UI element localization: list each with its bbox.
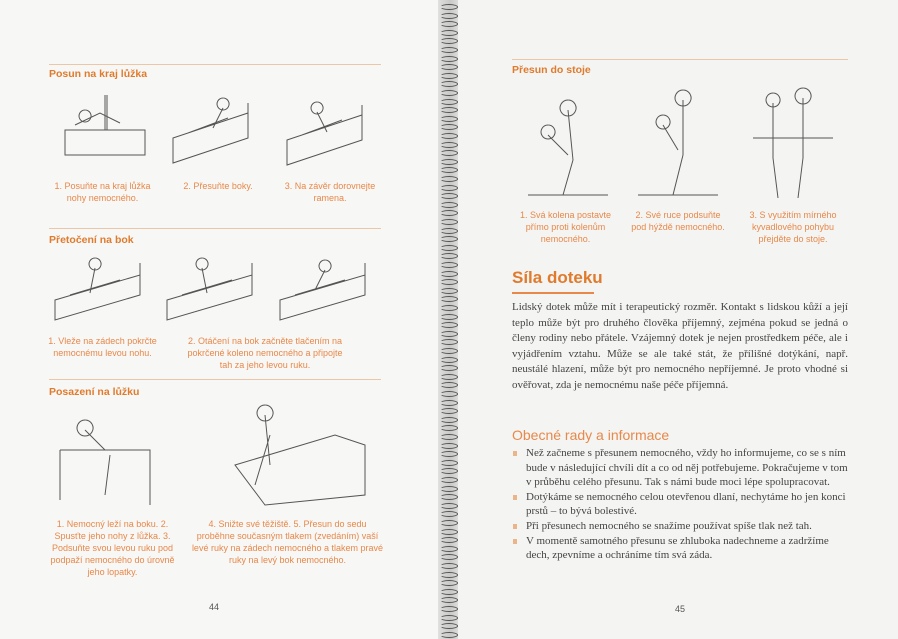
illustration-sit-1 <box>55 400 165 510</box>
spiral-coil <box>440 288 458 294</box>
spiral-coil <box>440 13 458 19</box>
caption: 1. Svá kolena postavte přímo proti kolenům nemocného. <box>519 210 612 244</box>
heading-sila-doteku: Síla doteku <box>512 268 603 287</box>
spiral-coil <box>440 589 458 595</box>
spiral-coil <box>440 202 458 208</box>
spiral-coil <box>440 468 458 474</box>
spiral-coil <box>440 417 458 423</box>
bullet-icon <box>513 539 517 544</box>
page-number: 45 <box>675 604 686 614</box>
bullet-icon <box>513 451 517 456</box>
list-item-text: V momentě samotného přesunu se zhluboka nadechneme a zadržíme dech, zpevníme a ochráníme tím svá záda. <box>526 534 829 562</box>
spiral-coil <box>440 451 458 457</box>
spiral-coil <box>440 365 458 371</box>
spiral-coil <box>440 236 458 242</box>
spiral-coil <box>440 477 458 483</box>
spiral-coil <box>440 305 458 311</box>
spiral-coil <box>440 81 458 87</box>
divider <box>49 228 381 229</box>
spiral-coil <box>440 632 458 638</box>
spiral-coil <box>440 38 458 44</box>
left-page <box>0 0 442 639</box>
spiral-coil <box>440 486 458 492</box>
spiral-coil <box>440 167 458 173</box>
spiral-coil <box>440 606 458 612</box>
bullet-icon <box>513 524 517 529</box>
section-title: Přetočení na bok <box>49 234 134 246</box>
spiral-coil <box>440 228 458 234</box>
tips-list <box>512 446 852 563</box>
illustration-bed-3 <box>282 90 377 175</box>
list-item <box>512 534 852 563</box>
illustration-bed-2 <box>168 88 263 173</box>
caption: 3. S využitím mírného kyvadlového pohybu přejděte do stoje. <box>749 210 837 244</box>
spiral-coil <box>440 296 458 302</box>
spiral-coil <box>440 107 458 113</box>
illustration-turn-3 <box>275 250 380 330</box>
divider <box>49 64 381 65</box>
caption: 2. Své ruce podsuňte pod hýždě nemocného. <box>631 210 725 232</box>
subheading: Obecné rady a informace <box>512 427 670 443</box>
spiral-coil <box>440 408 458 414</box>
caption: 3. Na závěr dorovnejte ramena. <box>284 181 376 203</box>
spiral-coil <box>440 64 458 70</box>
spiral-coil <box>440 73 458 79</box>
spiral-coil <box>440 580 458 586</box>
spiral-coil <box>440 382 458 388</box>
spiral-coil <box>440 460 458 466</box>
spiral-coil <box>440 348 458 354</box>
illustration-turn-1 <box>50 250 155 330</box>
caption: 1. Nemocný leží na boku. 2. Spusťte jeho nohy z lůžka. 3. Podsuňte svou levou ruku pod podpaží nemocného do úrovně jeho lopatky. <box>50 519 175 577</box>
spiral-coil <box>440 56 458 62</box>
heading-underline <box>512 292 594 294</box>
spiral-coil <box>440 185 458 191</box>
list-item-text: Dotýkáme se nemocného celou otevřenou dlaní, nechytáme ho jen konci prstů – to bývá bolestivé. <box>526 490 846 518</box>
spiral-coil <box>440 21 458 27</box>
spiral-coil <box>440 210 458 216</box>
list-item <box>512 519 852 534</box>
spiral-coil <box>440 279 458 285</box>
spiral-coil <box>440 615 458 621</box>
spiral-coil <box>440 159 458 165</box>
list-item <box>512 446 852 490</box>
caption: 2. Otáčení na bok začněte tlačením na pokrčené koleno nemocného a připojte tah za jeho levou ruku. <box>187 336 343 370</box>
spiral-coil <box>440 271 458 277</box>
spiral-coil <box>440 47 458 53</box>
section-title: Posun na kraj lůžka <box>49 68 148 80</box>
spiral-coil <box>440 142 458 148</box>
spiral-coil <box>440 503 458 509</box>
spiral-coil <box>440 314 458 320</box>
spiral-coil <box>440 546 458 552</box>
spiral-coil <box>440 322 458 328</box>
page-number: 44 <box>209 602 220 612</box>
illustration-sit-2 <box>225 395 375 510</box>
spiral-coil <box>440 4 458 10</box>
spiral-coil <box>440 425 458 431</box>
caption: 2. Přesuňte boky. <box>183 181 253 191</box>
list-item <box>512 490 852 519</box>
spiral-coil <box>440 434 458 440</box>
illustration-turn-2 <box>162 250 267 330</box>
spiral-coil <box>440 150 458 156</box>
spiral-coil <box>440 563 458 569</box>
spiral-coil <box>440 357 458 363</box>
body-paragraph: Lidský dotek může mít i terapeutický rozměr. Kontakt s lidskou kůží a její teplo může být pro druhého člověka příjemný, zejména pokud se jedná o členy rodiny nebo přátele. Vzájemný dotek je nejen prostředkem péče, ale i vyjádřením vztahu. Může se ale také stát, že přílišné dotýkání, např. neustálé hlazení, může být pro nemocného nepříjemné. Je proto vhodné si ověřovat, zda je nemocnému naše péče příjemná. <box>512 301 848 391</box>
list-item-text: Než začneme s přesunem nemocného, vždy ho informujeme, co se s ním bude v následující chvíli dít a co od něj potřebujeme. Pokračujeme v tom v průběhu celého přesunu. Tak s námi bude moci lépe spolupracovat. <box>526 447 848 489</box>
spiral-coil <box>440 597 458 603</box>
spiral-coil <box>440 176 458 182</box>
spiral-coil <box>440 262 458 268</box>
list-item-text: Při přesunech nemocného se snažíme používat spíše tlak než tah. <box>526 519 812 532</box>
spiral-coil <box>440 253 458 259</box>
illustration-bed-1 <box>55 85 155 170</box>
spiral-coil <box>440 90 458 96</box>
caption: 4. Snižte své těžiště. 5. Přesun do sedu proběhne současným tlakem (zvedáním) vaší levé ruky na zádech nemocného a tlakem pravé ruky na levý bok nemocného. <box>191 519 384 565</box>
illustration-stand-2 <box>628 80 723 200</box>
spiral-coil <box>440 391 458 397</box>
spiral-coil <box>440 331 458 337</box>
spiral-coil <box>440 30 458 36</box>
caption: 1. Vleže na zádech pokrčte nemocnému levou nohu. <box>48 336 157 358</box>
section-title: Přesun do stoje <box>512 64 591 76</box>
spiral-coil <box>440 443 458 449</box>
spiral-coil <box>440 133 458 139</box>
spiral-coil <box>440 494 458 500</box>
divider <box>49 379 381 380</box>
spiral-coil <box>440 124 458 130</box>
spiral-coil <box>440 520 458 526</box>
spiral-coil <box>440 245 458 251</box>
section-title: Posazení na lůžku <box>49 386 140 398</box>
spiral-coil <box>440 554 458 560</box>
illustration-stand-3 <box>743 78 838 203</box>
spiral-coil <box>440 529 458 535</box>
spiral-coil <box>440 400 458 406</box>
bullet-icon <box>513 495 517 500</box>
caption: 1. Posuňte na kraj lůžka nohy nemocného. <box>54 181 151 203</box>
spiral-coil <box>440 511 458 517</box>
spiral-coil <box>440 99 458 105</box>
spiral-coil <box>440 339 458 345</box>
illustration-stand-1 <box>518 85 613 200</box>
spiral-coil <box>440 219 458 225</box>
spiral-coil <box>440 193 458 199</box>
divider <box>512 59 848 60</box>
spiral-coil <box>440 116 458 122</box>
spiral-coil <box>440 374 458 380</box>
spiral-coil <box>440 537 458 543</box>
spiral-coil <box>440 623 458 629</box>
spiral-coil <box>440 572 458 578</box>
